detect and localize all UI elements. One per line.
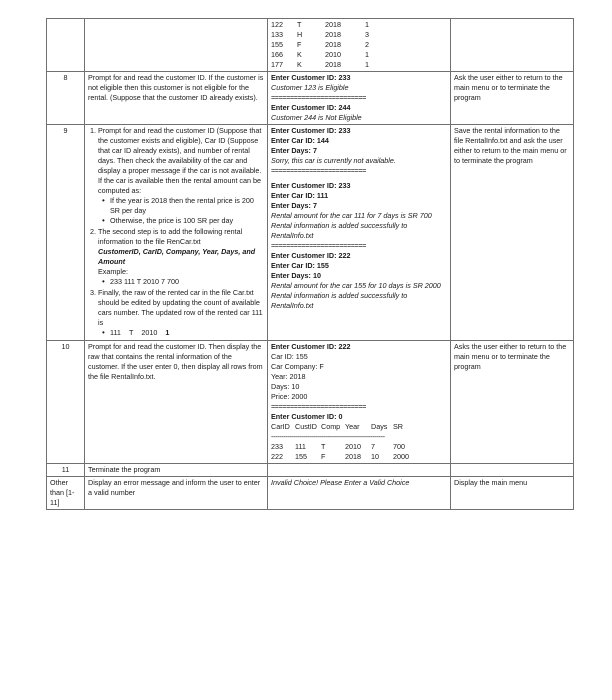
menu-spec-table — [46, 18, 574, 510]
car-code: K — [297, 60, 302, 69]
rental-cell: Days — [371, 422, 388, 431]
rental-row — [271, 452, 447, 462]
step-1: 1. Prompt for and read the customer ID (Suppose that the customer exists and eligible), Car ID (Suppose that car ID already exists), and number of rental days. Then check the availability of the car and display a proper message if the car is not available. If the car is available then the rental amount can be computed as: • If the year is 2018 then the rental price is 200 SR per day • Otherwise, the price is 100 SR per day — [98, 126, 264, 226]
rental-cell: 10 — [371, 452, 379, 461]
car-year: 2018 — [325, 40, 341, 49]
car-year: 2018 — [325, 30, 341, 39]
car-row — [271, 60, 447, 70]
car-code: H — [297, 30, 303, 39]
cars-listing — [271, 20, 447, 70]
rental-cell: SR — [393, 422, 403, 431]
row-description: Prompt for and read the customer ID. If the customer is not eligible then this customer is not eligible for the rental. (Suppose that the customer ID already exists). — [85, 72, 268, 125]
row-sample-output: Enter Customer ID: 233 Customer 123 is Eligible ========================= Enter Customer ID: 244 Customer 244 is Not Eligible — [268, 72, 451, 125]
car-count: 2 — [365, 40, 369, 49]
steps-list — [88, 126, 264, 338]
row-notes: Asks the user either to return to the main menu or to terminate the program — [451, 341, 574, 464]
example-row: • 233 111 T 2010 7 700 — [110, 277, 264, 287]
car-count: 1 — [365, 20, 369, 29]
rental-info-listing — [271, 422, 447, 462]
table-row-other — [47, 477, 574, 510]
rental-header-row — [271, 422, 447, 432]
row-description — [85, 125, 268, 341]
rental-cell: T — [321, 442, 326, 451]
car-year: 2018 — [325, 20, 341, 29]
row-number: 8 — [47, 72, 85, 125]
table-row-11 — [47, 464, 574, 477]
row-notes: Save the rental information to the file RentalInfo.txt and ask the user either to return to the main menu or to terminate the program — [451, 125, 574, 341]
car-id: 133 — [271, 30, 283, 39]
rental-cell: CarID — [271, 422, 290, 431]
step-2: 2. The second step is to add the following rental information to the file RenCar.txt CustomerID, CarID, Company, Year, Days, and Amount Example: • 233 111 T 2010 7 700 — [98, 227, 264, 287]
table-row-9 — [47, 125, 574, 341]
updated-car-row: • 111 T 2010 1 — [110, 328, 264, 338]
row-sample-output: Enter Customer ID: 222 Car ID: 155 Car Company: F Year: 2018 Days: 10 Price: 2000 ========================= Enter Customer ID: 0 CarID CustID Comp Year Days SR --------------------------------------------------------- 233 111 T 2010 7 700 222 155 F 2018 10 2000 — [268, 341, 451, 464]
row-sample-output: Enter Customer ID: 233 Enter Car ID: 144 Enter Days: 7 Sorry, this car is currently not available. ========================= Enter Customer ID: 233 Enter Car ID: 111 Enter Days: 7 Rental amount for the car 111 for 7 days is SR 700 Rental information is added successfully to RentalInfo.txt ========================= Enter Customer ID: 222 Enter Car ID: 155 Enter Days: 10 Rental amount for the car 155 for 10 days is SR 2000 Rental information is added successfully to RentalInfo.txt — [268, 125, 451, 341]
fields-list: CustomerID, CarID, Company, Year, Days, and Amount — [98, 247, 256, 266]
rental-cell: 2000 — [393, 452, 409, 461]
bullet-price-2018: • If the year is 2018 then the rental price is 200 SR per day — [110, 196, 264, 216]
row-description: Terminate the program — [85, 464, 268, 477]
car-year: 2018 — [325, 60, 341, 69]
rental-cell: Comp — [321, 422, 341, 431]
row-number: 10 — [47, 341, 85, 464]
car-row — [271, 40, 447, 50]
car-id: 155 — [271, 40, 283, 49]
row-number: Other than [1-11] — [47, 477, 85, 510]
table-row-10 — [47, 341, 574, 464]
car-year: 2010 — [325, 50, 341, 59]
row-notes: Display the main menu — [451, 477, 574, 510]
rental-cell: 2018 — [345, 452, 361, 461]
car-row — [271, 20, 447, 30]
row-number: 11 — [47, 464, 85, 477]
rental-cell: Year — [345, 422, 360, 431]
rental-cell: 155 — [295, 452, 307, 461]
car-row — [271, 50, 447, 60]
rental-row — [271, 442, 447, 452]
car-id: 177 — [271, 60, 283, 69]
car-code: K — [297, 50, 302, 59]
rental-divider: --------------------------------------------------------- — [271, 432, 385, 441]
car-count: 3 — [365, 30, 369, 39]
rental-cell: CustID — [295, 422, 317, 431]
row-notes: Ask the user either to return to the main menu or to terminate the program — [451, 72, 574, 125]
car-id: 166 — [271, 50, 283, 59]
bullet-price-other: • Otherwise, the price is 100 SR per day — [110, 216, 264, 226]
rental-cell: 7 — [371, 442, 375, 451]
rental-cell: F — [321, 452, 326, 461]
rental-cell: 233 — [271, 442, 283, 451]
car-code: F — [297, 40, 302, 49]
car-code: T — [297, 20, 302, 29]
rental-cell: 222 — [271, 452, 283, 461]
row-sample-output: Invalid Choice! Please Enter a Valid Choice — [268, 477, 451, 510]
row-number: 9 — [47, 125, 85, 341]
rental-cell: 700 — [393, 442, 405, 451]
table-row-cars-continuation — [47, 19, 574, 72]
row-description: Display an error message and inform the user to enter a valid number — [85, 477, 268, 510]
table-row-8 — [47, 72, 574, 125]
rental-cell: 111 — [295, 442, 306, 451]
step-3: 3. Finally, the raw of the rented car in the file Car.txt should be edited by updating the count of available cars number. The updated row of the rented car 111 is • 111 T 2010 1 — [98, 288, 264, 338]
car-id: 122 — [271, 20, 283, 29]
car-row — [271, 30, 447, 40]
car-count: 1 — [365, 60, 369, 69]
cars-listing-cell — [268, 19, 451, 72]
car-count: 1 — [365, 50, 369, 59]
rental-cell: 2010 — [345, 442, 361, 451]
row-description: Prompt for and read the customer ID. Then display the raw that contains the rental information of the customer. If the user enter 0, then display all rows from the file RentalInfo.txt. — [85, 341, 268, 464]
